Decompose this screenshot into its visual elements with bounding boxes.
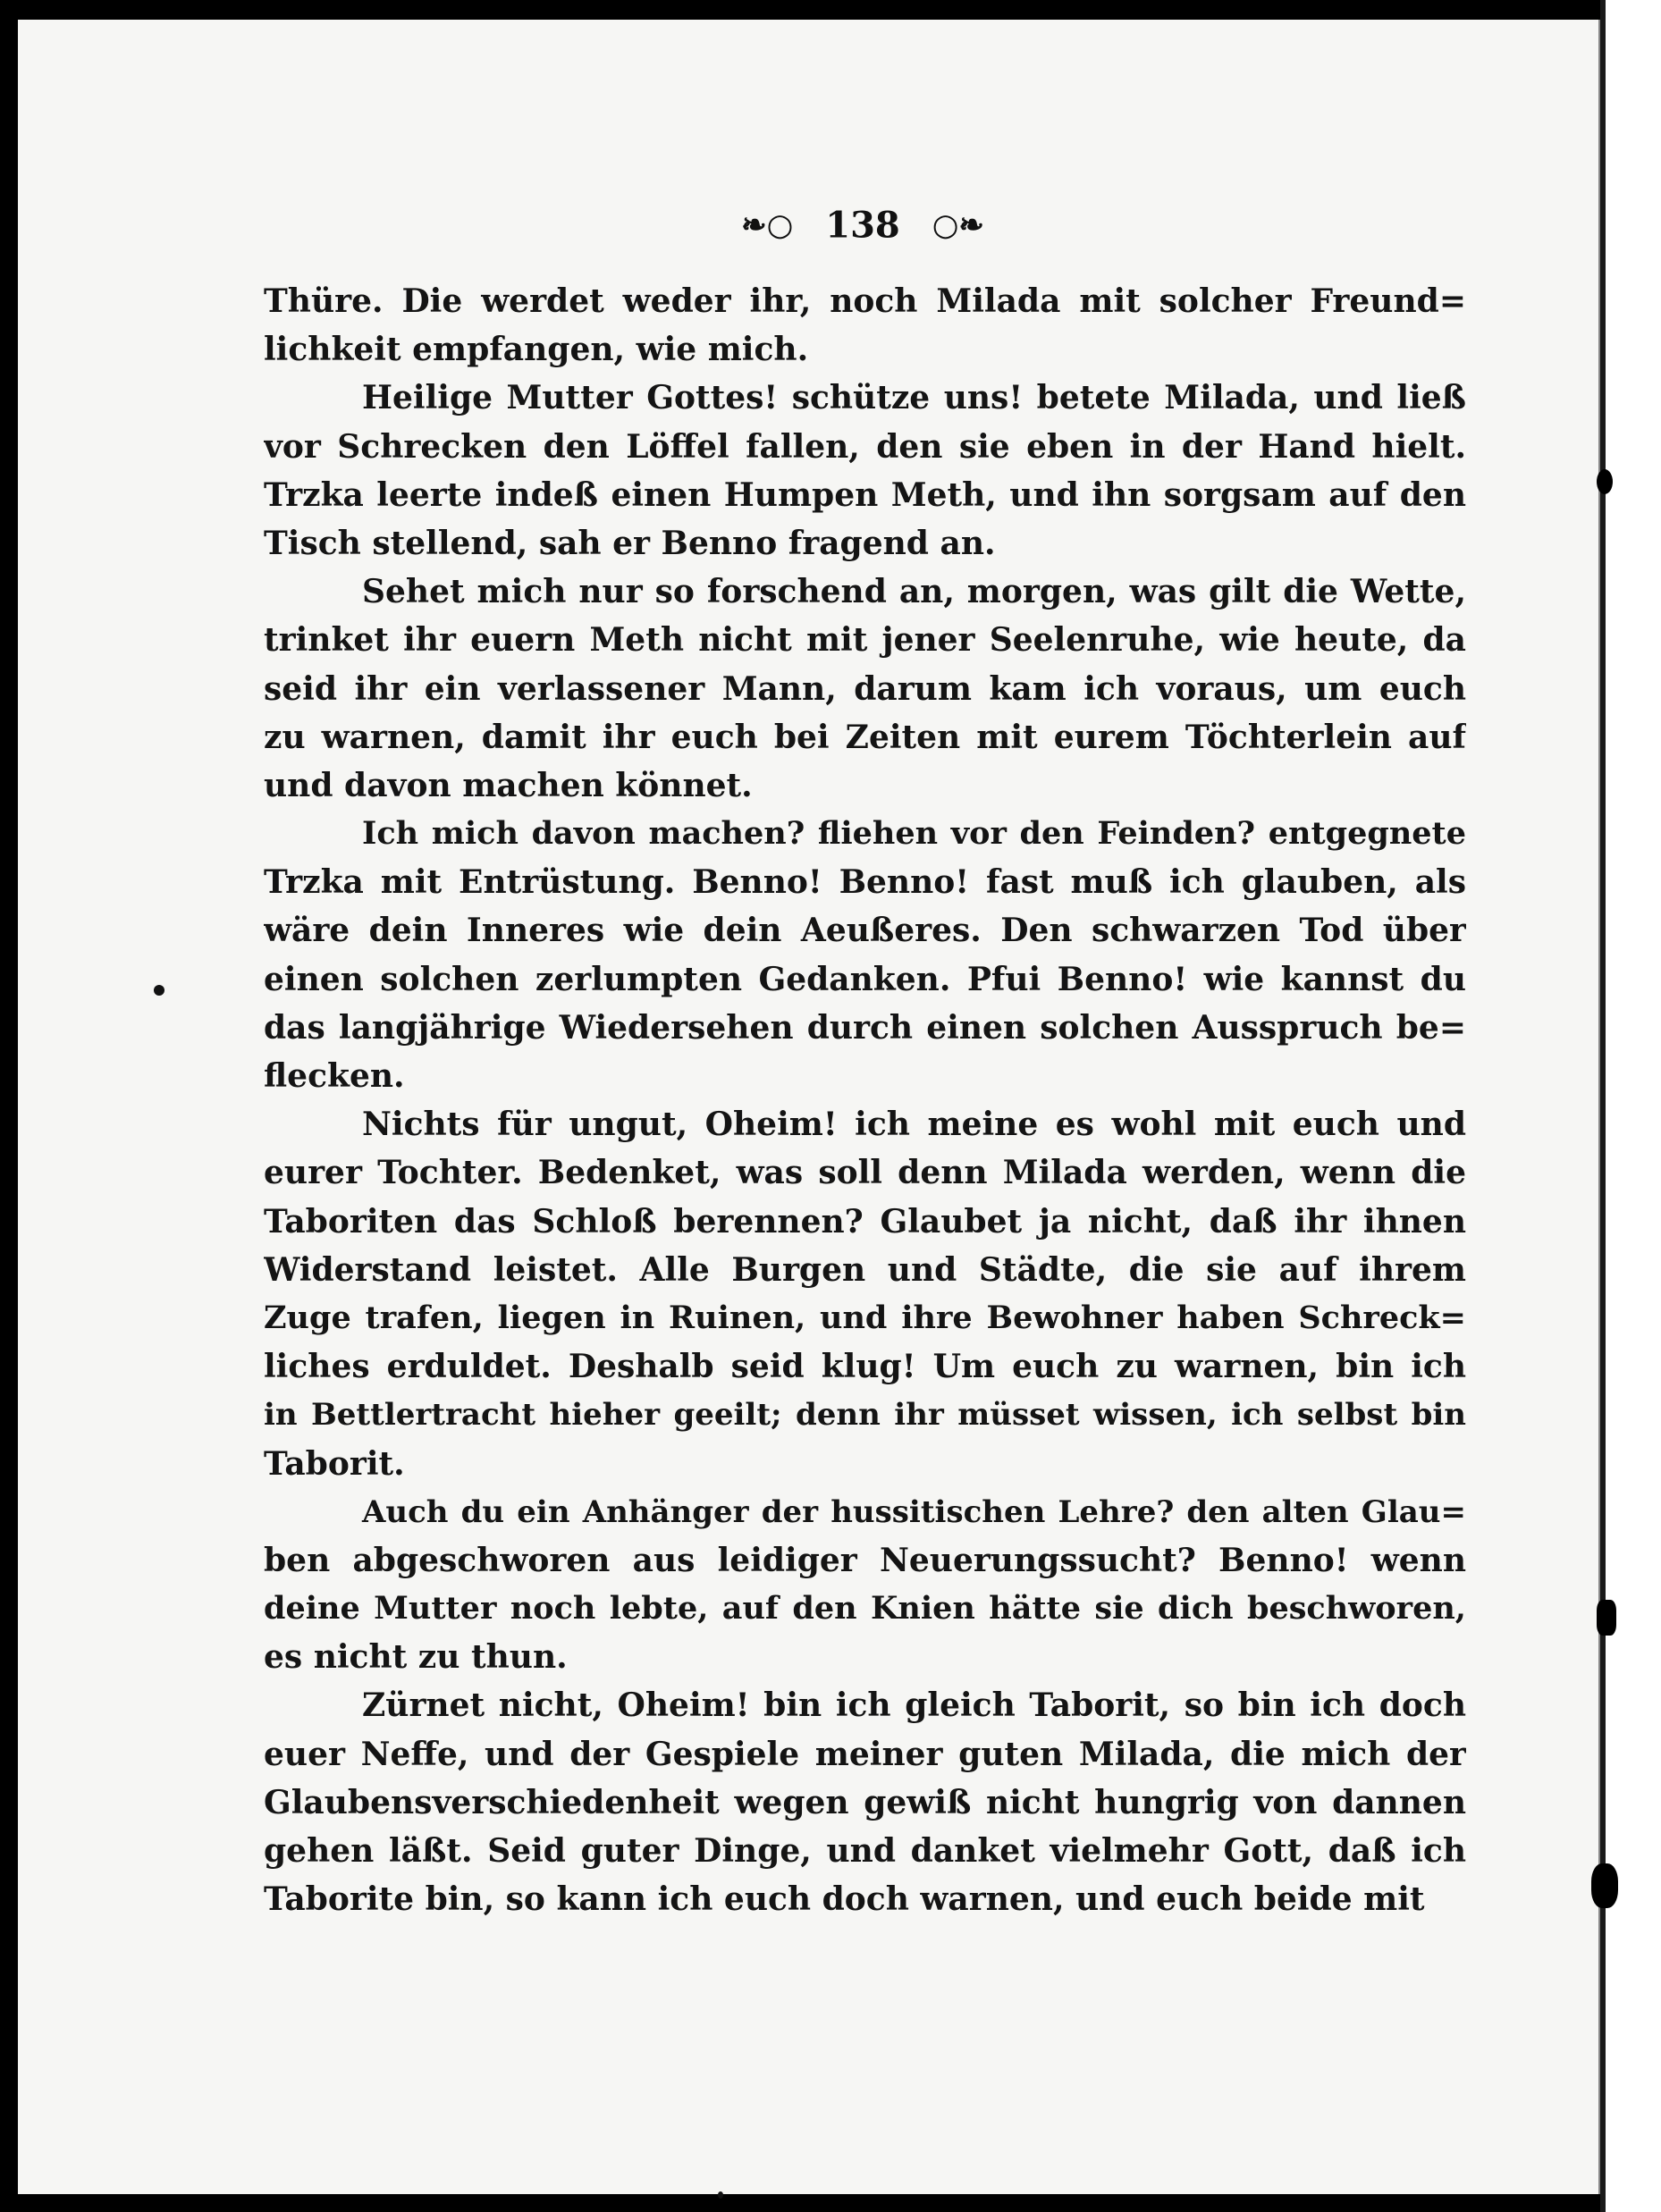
paragraph: [264, 277, 1466, 374]
text-line: ben abgeschworen aus leidiger Neuerungssucht? Benno! wenn: [264, 1541, 1466, 1579]
text-line: eurer Tochter. Bedenket, was soll denn Milada werden, wenn die: [264, 1154, 1466, 1192]
text-line: Tisch stellend, sah er Benno fragend an.: [264, 524, 996, 562]
text-line: zu warnen, damit ihr euch bei Zeiten mit eurem Töchterlein auf: [264, 718, 1466, 756]
body-text: [264, 277, 1466, 1923]
text-line: Zuge trafen, liegen in Ruinen, und ihre Bewohner haben Schreck=: [264, 1299, 1466, 1336]
text-line: Zürnet nicht, Oheim! bin ich gleich Taborit, so bin ich doch: [362, 1686, 1466, 1725]
text-line: Glaubensverschiedenheit wegen gewiß nicht hungrig von dannen: [264, 1783, 1466, 1821]
paragraph: [264, 1488, 1466, 1682]
paragraph: [264, 1681, 1466, 1923]
paragraph: [264, 810, 1466, 1100]
ornament-right-icon: ○❧: [932, 207, 984, 243]
text-line: Thüre. Die werdet weder ihr, noch Milada mit solcher Freund=: [264, 282, 1466, 320]
edge-mark: [1597, 469, 1613, 494]
paragraph: [264, 568, 1466, 810]
text-line: Ich mich davon machen? fliehen vor den Feinden? entgegnete: [362, 815, 1466, 853]
text-line: flecken.: [264, 1057, 405, 1095]
text-line: Taboriten das Schloß berennen? Glaubet ja nicht, daß ihr ihnen: [264, 1202, 1466, 1241]
text-line: Trzka leerte indeß einen Humpen Meth, und ihn sorgsam auf den: [264, 475, 1466, 514]
text-line: in Bettlertracht hieher geeilt; denn ihr müsset wissen, ich selbst bin: [264, 1397, 1466, 1434]
text-line: liches erduldet. Deshalb seid klug! Um euch zu warnen, bin ich: [264, 1348, 1466, 1386]
ink-speck: [154, 985, 164, 996]
text-line: und davon machen könnet.: [264, 766, 753, 804]
paragraph: [264, 374, 1466, 568]
edge-mark: [1591, 1863, 1618, 1908]
page-header: [268, 201, 1457, 255]
text-line: lichkeit empfangen, wie mich.: [264, 331, 809, 369]
page-number: 138: [825, 204, 900, 247]
text-line: Trzka mit Entrüstung. Benno! Benno! fast muß ich glauben, als: [264, 863, 1466, 902]
ink-speck: [718, 2191, 723, 2199]
text-line: Sehet mich nur so forschend an, morgen, was gilt die Wette,: [362, 573, 1466, 611]
text-line: Widerstand leistet. Alle Burgen und Städte, die sie auf ihrem: [264, 1250, 1466, 1289]
text-line: trinket ihr euern Meth nicht mit jener Seelenruhe, wie heute, da: [264, 621, 1466, 660]
text-line: Nichts für ungut, Oheim! ich meine es wohl mit euch und: [362, 1106, 1466, 1144]
text-line: Taborite bin, so kann ich euch doch warnen, und euch beide mit: [264, 1880, 1425, 1919]
text-line: einen solchen zerlumpten Gedanken. Pfui Benno! wie kannst du: [264, 960, 1466, 998]
paragraph: [264, 1100, 1466, 1488]
text-line: es nicht zu thun.: [264, 1638, 568, 1677]
text-line: wäre dein Inneres wie dein Aeußeres. Den schwarzen Tod über: [264, 912, 1466, 950]
text-line: Auch du ein Anhänger der hussitischen Lehre? den alten Glau=: [362, 1493, 1466, 1530]
text-line: deine Mutter noch lebte, auf den Knien hätte sie dich beschworen,: [264, 1590, 1466, 1627]
ornament-left-icon: ❧○: [741, 207, 794, 243]
text-line: Heilige Mutter Gottes! schütze uns! betete Milada, und ließ: [362, 379, 1466, 417]
text-line: Taborit.: [264, 1444, 405, 1483]
edge-mark: [1597, 1600, 1616, 1636]
text-line: das langjährige Wiedersehen durch einen solchen Ausspruch be=: [264, 1008, 1466, 1047]
text-line: vor Schrecken den Löffel fallen, den sie eben in der Hand hielt.: [264, 427, 1466, 466]
text-line: euer Neffe, und der Gespiele meiner guten Milada, die mich der: [264, 1735, 1466, 1773]
text-line: seid ihr ein verlassener Mann, darum kam ich voraus, um euch: [264, 669, 1466, 708]
text-line: gehen läßt. Seid guter Dinge, und danket vielmehr Gott, daß ich: [264, 1832, 1466, 1870]
